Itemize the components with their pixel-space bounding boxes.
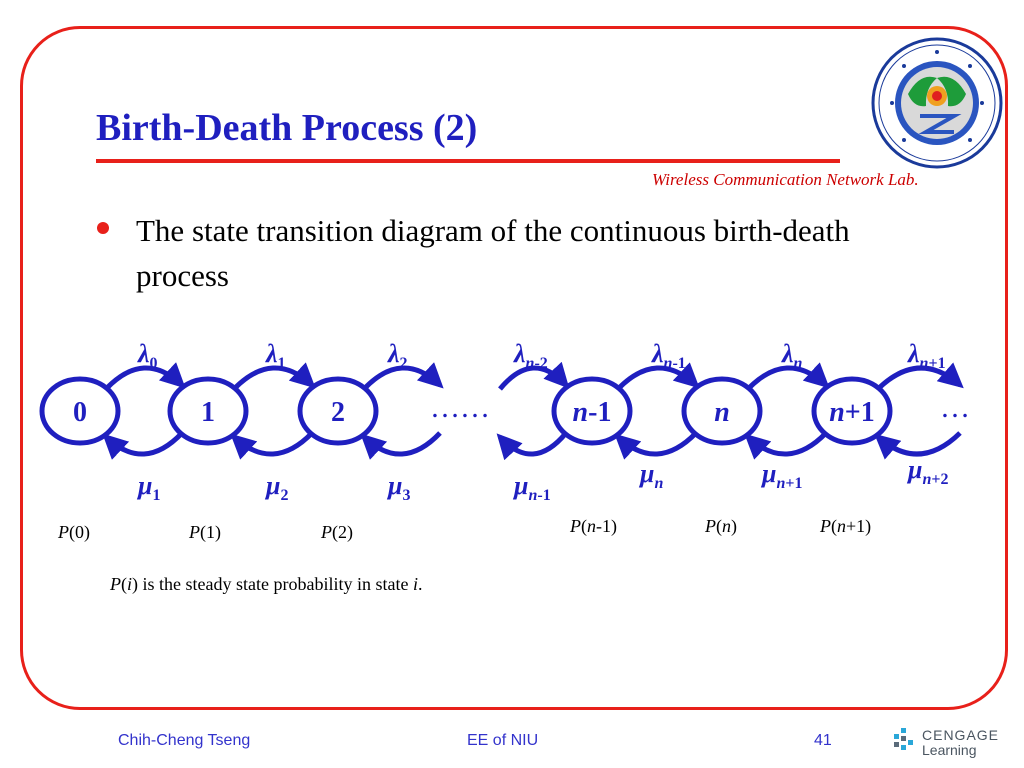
state-node-n+1	[814, 379, 890, 443]
steady-state-note: P(i) is the steady state probability in state i.	[110, 574, 423, 594]
state-node-n	[684, 379, 760, 443]
gap-ellipsis: ……	[430, 391, 490, 424]
state-label: n-1	[572, 397, 612, 428]
state-node-1	[170, 379, 246, 443]
svg-text:Learning: Learning	[922, 742, 977, 758]
death-rate-label: $\mu_1$	[138, 471, 161, 504]
death-arrow	[234, 433, 312, 454]
death-rate-label: $\mu_{n-1}$	[514, 471, 551, 504]
state-probability-label: P(0)	[58, 522, 90, 542]
state-label: 0	[73, 397, 87, 428]
footer-author: Chih-Cheng Tseng	[118, 732, 251, 749]
death-rate-label: $\mu_{n+1}$	[762, 459, 803, 492]
death-arrow	[748, 433, 826, 454]
birth-rate-label: $\lambda_2$	[388, 339, 408, 372]
birth-rate-label: $\lambda_{n-2}$	[514, 339, 548, 372]
birth-rate-label: $\lambda_{n-1}$	[652, 339, 686, 372]
birth-rate-label: $\lambda_1$	[266, 339, 286, 372]
state-label: 2	[331, 397, 345, 428]
footer-page-number: 41	[814, 732, 832, 749]
death-arrow	[364, 433, 440, 454]
birth-arrow	[106, 368, 182, 389]
death-arrow	[878, 433, 960, 454]
bullet-text: The state transition diagram of the continuous birth-death process	[136, 213, 850, 293]
birth-rate-label: $\lambda_{n+1}$	[908, 339, 946, 372]
state-probability-label: P(n+1)	[820, 516, 872, 536]
death-rate-label: $\mu_2$	[266, 471, 289, 504]
tail-ellipsis: …	[940, 391, 970, 424]
death-arrow	[106, 433, 182, 454]
state-label: n+1	[829, 397, 875, 428]
footer-department: EE of NIU	[467, 732, 539, 749]
state-label: n	[714, 397, 730, 428]
death-arrow	[618, 433, 696, 454]
state-node-2	[300, 379, 376, 443]
death-arrow	[500, 433, 566, 454]
slide-title: Birth-Death Process (2)	[96, 107, 478, 149]
death-rate-label: $\mu_n$	[640, 459, 664, 492]
lab-name: Wireless Communication Network Lab.	[652, 170, 919, 189]
birth-rate-label: $\lambda_n$	[782, 339, 803, 372]
birth-arrow	[234, 368, 312, 389]
death-rate-label: $\mu_{n+2}$	[908, 455, 949, 488]
death-rate-label: $\mu_3$	[388, 471, 411, 504]
state-probability-label: P(n-1)	[570, 516, 617, 536]
state-label: 1	[201, 397, 215, 428]
state-node-0	[42, 379, 118, 443]
svg-text:CENGAGE: CENGAGE	[922, 727, 1000, 743]
cengage-learning-logo	[892, 724, 1016, 760]
state-probability-label: P(1)	[189, 522, 221, 542]
state-probability-label: P(2)	[321, 522, 353, 542]
birth-rate-label: $\lambda_0$	[138, 339, 158, 372]
state-node-n-1	[554, 379, 630, 443]
state-probability-label: P(n)	[705, 516, 737, 536]
birth-arrow	[748, 368, 826, 389]
